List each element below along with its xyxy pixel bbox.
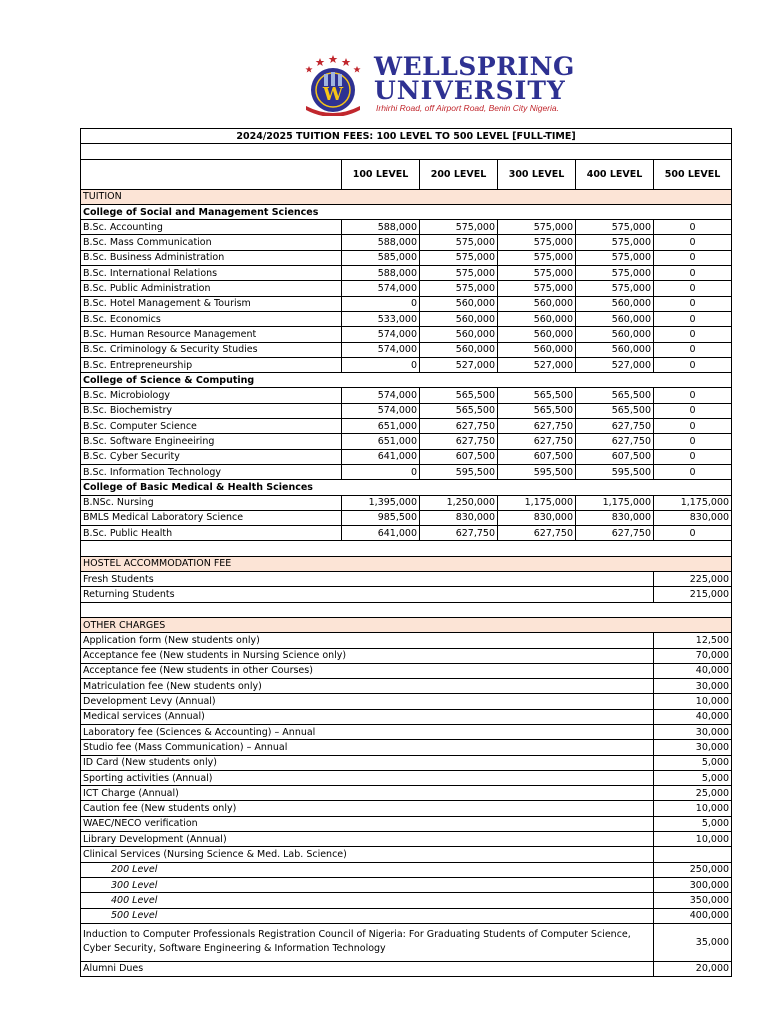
fee-cell: 575,000 xyxy=(576,220,654,235)
program-name: B.Sc. Accounting xyxy=(81,220,342,235)
fee-cell: 575,000 xyxy=(420,281,498,296)
fee-cell: 560,000 xyxy=(498,296,576,311)
level-header-row xyxy=(81,159,732,189)
fee-cell: 0 xyxy=(654,220,732,235)
fee-cell: 627,750 xyxy=(420,419,498,434)
fee-cell: 0 xyxy=(654,419,732,434)
charge-row xyxy=(81,648,732,663)
charge-amount: 30,000 xyxy=(654,679,732,694)
charge-row xyxy=(81,740,732,755)
program-name: B.Sc. Software Engineeiring xyxy=(81,434,342,449)
college-name: College of Basic Medical & Health Sciences xyxy=(81,480,732,495)
hostel-section-label: HOSTEL ACCOMMODATION FEE xyxy=(81,556,732,571)
fee-cell: 575,000 xyxy=(576,250,654,265)
charge-name: 300 Level xyxy=(81,877,654,892)
program-name: B.Sc. International Relations xyxy=(81,266,342,281)
charge-amount: 215,000 xyxy=(654,587,732,602)
fee-cell: 0 xyxy=(654,327,732,342)
program-name: B.Sc. Criminology & Security Studies xyxy=(81,342,342,357)
clinical-services-label: Clinical Services (Nursing Science & Med. Lab. Science) xyxy=(81,847,654,862)
fee-cell: 627,750 xyxy=(420,526,498,541)
charge-name: ID Card (New students only) xyxy=(81,755,654,770)
fee-cell: 830,000 xyxy=(654,510,732,525)
charge-name: 200 Level xyxy=(81,862,654,877)
charge-row xyxy=(81,786,732,801)
charge-name: Fresh Students xyxy=(81,572,654,587)
level-header: 400 LEVEL xyxy=(576,159,654,189)
fee-cell: 588,000 xyxy=(342,220,420,235)
charge-row xyxy=(81,633,732,648)
fee-cell: 0 xyxy=(654,281,732,296)
fee-cell: 560,000 xyxy=(420,311,498,326)
fee-cell: 560,000 xyxy=(498,311,576,326)
fee-cell: 575,000 xyxy=(576,281,654,296)
charge-row xyxy=(81,801,732,816)
program-name: B.Sc. Public Health xyxy=(81,526,342,541)
charge-name: Acceptance fee (New students in other Courses) xyxy=(81,663,654,678)
fee-cell: 627,750 xyxy=(576,526,654,541)
charge-name: Medical services (Annual) xyxy=(81,709,654,724)
program-name: B.NSc. Nursing xyxy=(81,495,342,510)
charge-row xyxy=(81,770,732,785)
program-row xyxy=(81,510,732,525)
spacer-row xyxy=(81,602,732,617)
charge-name: Caution fee (New students only) xyxy=(81,801,654,816)
program-row xyxy=(81,250,732,265)
fee-cell: 575,000 xyxy=(420,220,498,235)
charge-name: Laboratory fee (Sciences & Accounting) – Annual xyxy=(81,724,654,739)
induction-amount: 35,000 xyxy=(654,923,732,961)
program-row xyxy=(81,449,732,464)
fee-cell: 565,500 xyxy=(420,388,498,403)
charge-name: Acceptance fee (New students in Nursing Science only) xyxy=(81,648,654,663)
program-name: B.Sc. Public Administration xyxy=(81,281,342,296)
fee-cell: 0 xyxy=(654,296,732,311)
fee-cell: 575,000 xyxy=(420,235,498,250)
university-name-line1: WELLSPRING xyxy=(374,52,575,81)
fee-cell: 0 xyxy=(654,388,732,403)
program-row xyxy=(81,235,732,250)
charge-row xyxy=(81,679,732,694)
fee-cell: 595,500 xyxy=(576,464,654,479)
charge-row xyxy=(81,961,732,976)
fee-cell: 575,000 xyxy=(576,235,654,250)
charge-amount: 40,000 xyxy=(654,709,732,724)
program-name: B.Sc. Business Administration xyxy=(81,250,342,265)
charge-amount: 5,000 xyxy=(654,755,732,770)
university-name-line2: UNIVERSITY xyxy=(374,76,566,105)
fee-cell: 574,000 xyxy=(342,403,420,418)
fee-cell: 575,000 xyxy=(498,281,576,296)
program-row xyxy=(81,281,732,296)
induction-row xyxy=(81,923,732,961)
program-name: B.Sc. Mass Communication xyxy=(81,235,342,250)
charge-row xyxy=(81,587,732,602)
program-name: B.Sc. Economics xyxy=(81,311,342,326)
fee-cell: 830,000 xyxy=(420,510,498,525)
fee-cell: 0 xyxy=(654,266,732,281)
program-row xyxy=(81,388,732,403)
program-name: B.Sc. Microbiology xyxy=(81,388,342,403)
charge-row xyxy=(81,877,732,892)
hostel-section-row xyxy=(81,556,732,571)
fee-cell: 0 xyxy=(654,449,732,464)
charge-amount: 10,000 xyxy=(654,832,732,847)
program-row xyxy=(81,434,732,449)
charge-row xyxy=(81,709,732,724)
charge-row xyxy=(81,572,732,587)
level-header: 300 LEVEL xyxy=(498,159,576,189)
fee-cell: 627,750 xyxy=(576,434,654,449)
university-address: Irhirhi Road, off Airport Road, Benin City Nigeria. xyxy=(376,103,559,113)
fee-cell: 560,000 xyxy=(420,327,498,342)
program-row xyxy=(81,220,732,235)
charge-amount: 5,000 xyxy=(654,816,732,831)
fee-cell: 1,395,000 xyxy=(342,495,420,510)
charge-amount: 20,000 xyxy=(654,961,732,976)
fee-cell: 607,500 xyxy=(420,449,498,464)
fee-cell: 575,000 xyxy=(576,266,654,281)
charge-amount: 10,000 xyxy=(654,694,732,709)
program-row xyxy=(81,311,732,326)
fee-cell: 607,500 xyxy=(498,449,576,464)
charge-amount: 30,000 xyxy=(654,740,732,755)
program-row xyxy=(81,464,732,479)
fee-cell: 565,500 xyxy=(498,388,576,403)
program-name: B.Sc. Computer Science xyxy=(81,419,342,434)
charge-amount: 12,500 xyxy=(654,633,732,648)
fee-cell: 0 xyxy=(654,357,732,372)
fee-cell: 0 xyxy=(654,434,732,449)
charge-amount xyxy=(654,847,732,862)
fee-cell: 575,000 xyxy=(498,250,576,265)
charge-name: Sporting activities (Annual) xyxy=(81,770,654,785)
charge-amount: 70,000 xyxy=(654,648,732,663)
fee-cell: 575,000 xyxy=(498,266,576,281)
charge-amount: 250,000 xyxy=(654,862,732,877)
fee-cell: 1,175,000 xyxy=(498,495,576,510)
fee-cell: 830,000 xyxy=(498,510,576,525)
fee-cell: 0 xyxy=(654,311,732,326)
charge-row xyxy=(81,663,732,678)
program-name: B.Sc. Cyber Security xyxy=(81,449,342,464)
fee-cell: 830,000 xyxy=(576,510,654,525)
charge-amount: 300,000 xyxy=(654,877,732,892)
charge-amount: 30,000 xyxy=(654,724,732,739)
program-row xyxy=(81,357,732,372)
fee-cell: 560,000 xyxy=(576,327,654,342)
fee-cell: 0 xyxy=(342,464,420,479)
charge-amount: 225,000 xyxy=(654,572,732,587)
program-row xyxy=(81,403,732,418)
charge-name: ICT Charge (Annual) xyxy=(81,786,654,801)
charge-name: 400 Level xyxy=(81,893,654,908)
charge-name: Studio fee (Mass Communication) – Annual xyxy=(81,740,654,755)
fee-cell: 0 xyxy=(654,235,732,250)
charge-name: 500 Level xyxy=(81,908,654,923)
program-name: B.Sc. Human Resource Management xyxy=(81,327,342,342)
fee-cell: 607,500 xyxy=(576,449,654,464)
fee-cell: 0 xyxy=(654,250,732,265)
level-header: 500 LEVEL xyxy=(654,159,732,189)
fee-cell: 985,500 xyxy=(342,510,420,525)
fee-cell: 585,000 xyxy=(342,250,420,265)
fee-cell: 527,000 xyxy=(576,357,654,372)
charge-row xyxy=(81,816,732,831)
charge-row xyxy=(81,908,732,923)
charge-name: Matriculation fee (New students only) xyxy=(81,679,654,694)
fee-cell: 595,500 xyxy=(498,464,576,479)
program-name: B.Sc. Entrepreneurship xyxy=(81,357,342,372)
program-name: B.Sc. Hotel Management & Tourism xyxy=(81,296,342,311)
fee-cell: 1,175,000 xyxy=(654,495,732,510)
university-emblem xyxy=(300,54,366,116)
fee-cell: 560,000 xyxy=(576,296,654,311)
fee-cell: 574,000 xyxy=(342,327,420,342)
other-charges-section-label: OTHER CHARGES xyxy=(81,617,732,632)
tuition-section-row xyxy=(81,189,732,204)
fee-cell: 588,000 xyxy=(342,235,420,250)
charge-name: Application form (New students only) xyxy=(81,633,654,648)
charge-amount: 400,000 xyxy=(654,908,732,923)
header-blank-cell xyxy=(81,159,342,189)
fee-cell: 627,750 xyxy=(498,419,576,434)
charge-amount: 350,000 xyxy=(654,893,732,908)
fee-cell: 527,000 xyxy=(420,357,498,372)
charge-row xyxy=(81,755,732,770)
program-row xyxy=(81,296,732,311)
charge-amount: 40,000 xyxy=(654,663,732,678)
fee-cell: 0 xyxy=(654,403,732,418)
fee-cell: 565,500 xyxy=(576,403,654,418)
level-header: 100 LEVEL xyxy=(342,159,420,189)
charge-row xyxy=(81,694,732,709)
fee-cell: 627,750 xyxy=(498,526,576,541)
fee-cell: 641,000 xyxy=(342,526,420,541)
table-title: 2024/2025 TUITION FEES: 100 LEVEL TO 500 LEVEL [FULL-TIME] xyxy=(81,129,732,144)
charge-amount: 5,000 xyxy=(654,770,732,785)
fee-cell: 560,000 xyxy=(498,342,576,357)
fee-cell: 1,250,000 xyxy=(420,495,498,510)
fee-cell: 651,000 xyxy=(342,419,420,434)
fee-cell: 533,000 xyxy=(342,311,420,326)
charge-name: Development Levy (Annual) xyxy=(81,694,654,709)
induction-name: Induction to Computer Professionals Registration Council of Nigeria: For Graduating Students of Computer Science, Cyber Security, Software Engineering & Information Technology xyxy=(81,923,654,961)
university-logo xyxy=(296,52,575,118)
fee-cell: 1,175,000 xyxy=(576,495,654,510)
level-header: 200 LEVEL xyxy=(420,159,498,189)
program-row xyxy=(81,342,732,357)
charge-row xyxy=(81,862,732,877)
tuition-section-label: TUITION xyxy=(81,189,732,204)
program-row xyxy=(81,266,732,281)
spacer-row xyxy=(81,144,732,159)
program-row xyxy=(81,526,732,541)
college-row xyxy=(81,373,732,388)
fee-cell: 0 xyxy=(654,526,732,541)
charge-amount: 25,000 xyxy=(654,786,732,801)
charge-row xyxy=(81,724,732,739)
fee-cell: 641,000 xyxy=(342,449,420,464)
clinical-services-row xyxy=(81,847,732,862)
fee-cell: 627,750 xyxy=(420,434,498,449)
program-name: B.Sc. Information Technology xyxy=(81,464,342,479)
college-row xyxy=(81,480,732,495)
fee-cell: 575,000 xyxy=(498,235,576,250)
table-title-row xyxy=(81,129,732,144)
program-name: B.Sc. Biochemistry xyxy=(81,403,342,418)
fee-cell: 560,000 xyxy=(576,311,654,326)
fee-cell: 527,000 xyxy=(498,357,576,372)
college-name: College of Social and Management Sciences xyxy=(81,204,732,219)
fee-cell: 0 xyxy=(342,357,420,372)
program-name: BMLS Medical Laboratory Science xyxy=(81,510,342,525)
charge-name: Returning Students xyxy=(81,587,654,602)
charge-amount: 10,000 xyxy=(654,801,732,816)
fee-cell: 565,500 xyxy=(420,403,498,418)
fee-cell: 560,000 xyxy=(420,296,498,311)
fee-cell: 575,000 xyxy=(420,250,498,265)
tuition-fees-table xyxy=(80,128,732,977)
spacer-row xyxy=(81,541,732,556)
fee-cell: 560,000 xyxy=(576,342,654,357)
other-charges-section-row xyxy=(81,617,732,632)
fee-cell: 574,000 xyxy=(342,388,420,403)
fee-cell: 565,500 xyxy=(576,388,654,403)
college-name: College of Science & Computing xyxy=(81,373,732,388)
fee-cell: 0 xyxy=(342,296,420,311)
fee-cell: 627,750 xyxy=(576,419,654,434)
fee-cell: 0 xyxy=(654,342,732,357)
college-row xyxy=(81,204,732,219)
charge-row xyxy=(81,893,732,908)
program-row xyxy=(81,495,732,510)
fee-cell: 575,000 xyxy=(420,266,498,281)
emblem-letter: W xyxy=(322,84,344,105)
fee-cell: 575,000 xyxy=(498,220,576,235)
fee-cell: 574,000 xyxy=(342,342,420,357)
program-row xyxy=(81,419,732,434)
charge-name: Alumni Dues xyxy=(81,961,654,976)
fee-cell: 627,750 xyxy=(498,434,576,449)
charge-row xyxy=(81,832,732,847)
fee-cell: 574,000 xyxy=(342,281,420,296)
fee-cell: 651,000 xyxy=(342,434,420,449)
fee-cell: 565,500 xyxy=(498,403,576,418)
charge-name: WAEC/NECO verification xyxy=(81,816,654,831)
charge-name: Library Development (Annual) xyxy=(81,832,654,847)
program-row xyxy=(81,327,732,342)
fee-cell: 588,000 xyxy=(342,266,420,281)
fee-cell: 0 xyxy=(654,464,732,479)
fee-cell: 560,000 xyxy=(498,327,576,342)
fee-cell: 560,000 xyxy=(420,342,498,357)
fee-cell: 595,500 xyxy=(420,464,498,479)
